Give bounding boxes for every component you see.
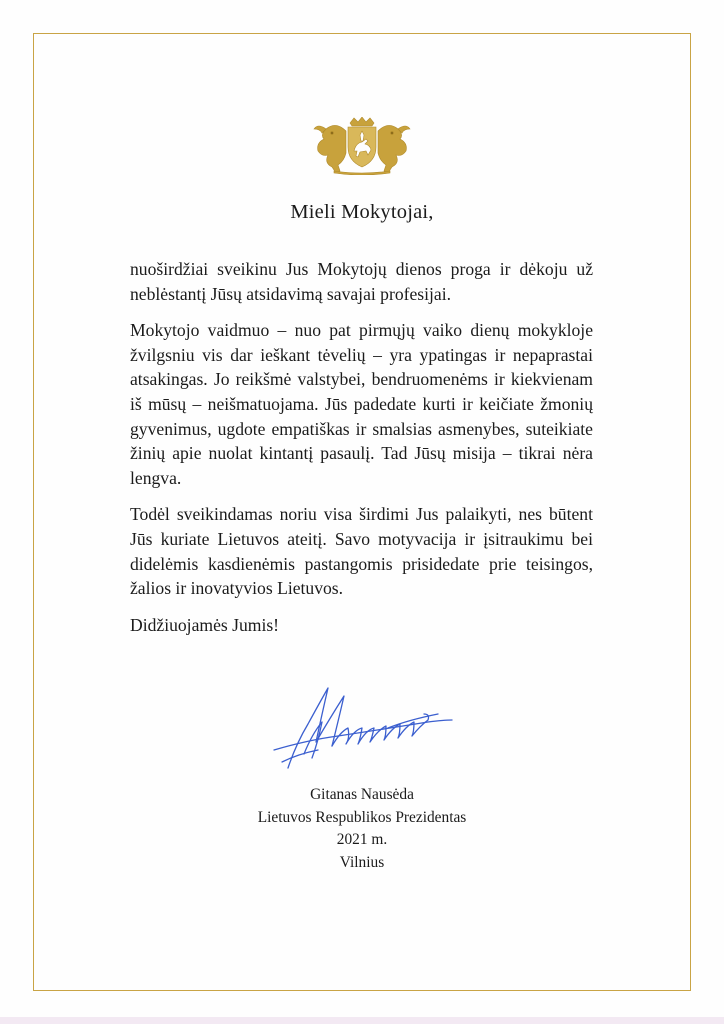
- handwritten-signature: [268, 684, 458, 776]
- paragraph-3: Todėl sveikindamas noriu visa širdimi Jus palaikyti, nes būtent Jūs kuriate Lietuvos ateitį. Savo motyvacija ir įsitraukimu bei didelėmis kasdienėmis pastangomis prisidedate prie teisingos, žalios ir inovatyvios Lietuvos.: [130, 504, 593, 599]
- paragraph-2: Mokytojo vaidmuo – nuo pat pirmųjų vaiko dienų mokykloje žvilgsniu vis dar ieškant tėvelių – yra ypatingas ir nepaprastai atsakingas. Jo reikšmė valstybei, bendruomenėms ir kiekvienam iš mūsų – neišmatuojama. Jūs padedate kurti ir keičiate žmonių gyvenimus, ugdote empatiškas ir smalsias asmenybes, suteikiate žinių apie nuolat kintantį pasaulį. Tad Jūsų misija – tikrai nėra lengva.: [130, 320, 593, 488]
- page-bottom-edge: [0, 1017, 724, 1024]
- letter-body: [130, 257, 593, 649]
- letter-city: Vilnius: [339, 853, 385, 871]
- coat-of-arms-icon: [310, 117, 414, 175]
- paragraph-1: nuoširdžiai sveikinu Jus Mokytojų dienos proga ir dėkoju už neblėstantį Jūsų atsidavimą savajai profesijai.: [130, 259, 593, 304]
- signatory-title: Lietuvos Respublikos Prezidentas: [257, 808, 467, 826]
- paragraph-closing: Didžiuojamės Jumis!: [130, 614, 280, 635]
- signatory-name: Gitanas Nausėda: [310, 786, 414, 803]
- letter-year: 2021 m.: [336, 831, 388, 849]
- signature-block: [0, 784, 724, 874]
- letter-greeting: Mieli Mokytojai,: [290, 201, 434, 223]
